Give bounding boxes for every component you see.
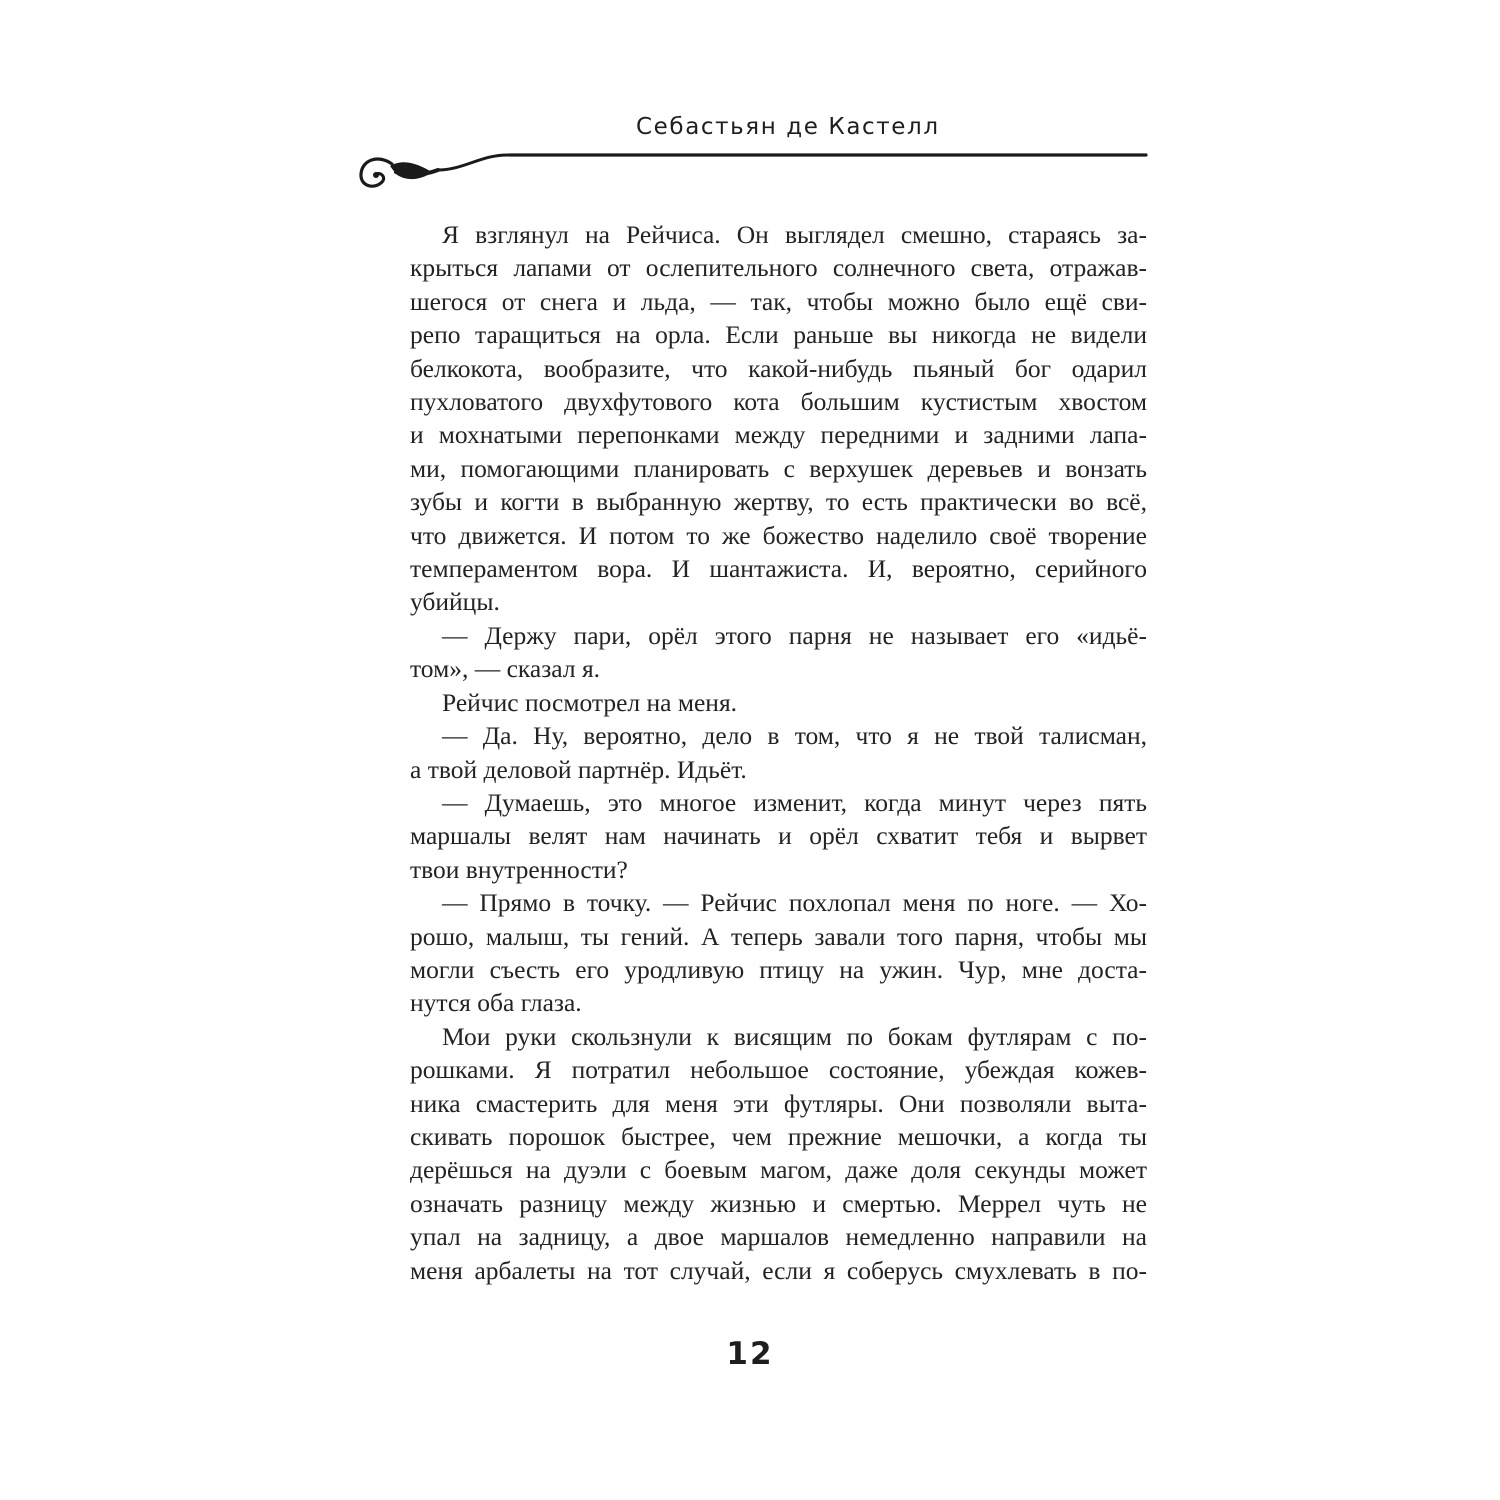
text-line: означать разницу между жизнью и смертью. Меррел чуть не [410, 1188, 1147, 1218]
text-line: дерёшься на дуэли с боевым магом, даже доля секунды может [410, 1155, 1147, 1185]
text-line: том», — сказал я. [410, 654, 601, 684]
flourish-rule-ornament [352, 140, 1152, 200]
text-line: — Думаешь, это многое изменит, когда минут через пять [442, 787, 1147, 817]
text-line: ми, помогающими планировать с верхушек деревьев и вонзать [410, 453, 1147, 483]
text-line: Я взглянул на Рейчиса. Он выглядел смешно, стараясь за- [442, 220, 1147, 249]
text-line: белкокота, вообразите, что какой-нибудь пьяный бог одарил [410, 353, 1147, 383]
text-line: крыться лапами от ослепительного солнечного света, отражав- [410, 253, 1147, 283]
text-line: темпераментом вора. И шантажиста. И, вероятно, серийного [410, 554, 1147, 584]
running-head-author: Себастьян де Кастелл [636, 114, 940, 140]
body-text [410, 218, 1147, 1287]
text-line: и мохнатыми перепонками между передними и задними лапа- [410, 420, 1147, 450]
text-line: Рейчис посмотрел на меня. [442, 687, 738, 717]
text-line: меня арбалеты на тот случай, если я соберусь смухлевать в по- [410, 1255, 1147, 1285]
text-line: — Да. Ну, вероятно, дело в том, что я не твой талисман, [442, 721, 1147, 751]
text-line: что движется. И потом то же божество наделило своё творение [410, 520, 1147, 550]
text-line: могли съесть его уродливую птицу на ужин. Чур, мне доста- [410, 954, 1147, 984]
text-line: Мои руки скользнули к висящим по бокам футлярам с по- [442, 1021, 1147, 1051]
text-line: твои внутренности? [410, 854, 628, 884]
text-line: убийцы. [410, 587, 500, 617]
text-line: а твой деловой партнёр. Идьёт. [410, 754, 747, 784]
text-line: — Держу пари, орёл этого парня не называет его «идьё- [442, 620, 1147, 650]
text-line: ника смастерить для меня эти футляры. Они позволяли выта- [410, 1088, 1147, 1118]
text-line: репо таращиться на орла. Если раньше вы никогда не видели [410, 320, 1147, 350]
text-line: шегося от снега и льда, — так, чтобы можно было ещё сви- [410, 286, 1147, 316]
text-line: зубы и когти в выбранную жертву, то есть практически во всё, [410, 487, 1147, 517]
text-line: — Прямо в точку. — Рейчис похлопал меня по ноге. — Хо- [442, 888, 1147, 918]
text-line: пухловатого двухфутового кота большим кустистым хвостом [410, 387, 1147, 417]
text-line: маршалы велят нам начинать и орёл схватит тебя и вырвет [410, 821, 1147, 851]
page-number: 12 [726, 1336, 774, 1372]
text-line: рошо, малыш, ты гений. А теперь завали того парня, чтобы мы [410, 921, 1147, 951]
text-line: скивать порошок быстрее, чем прежние мешочки, а когда ты [410, 1121, 1147, 1151]
text-line: нутся оба глаза. [410, 988, 582, 1018]
text-line: упал на задницу, а двое маршалов немедленно направили на [410, 1222, 1147, 1252]
text-line: рошками. Я потратил небольшое состояние, убеждая кожев- [410, 1055, 1147, 1085]
